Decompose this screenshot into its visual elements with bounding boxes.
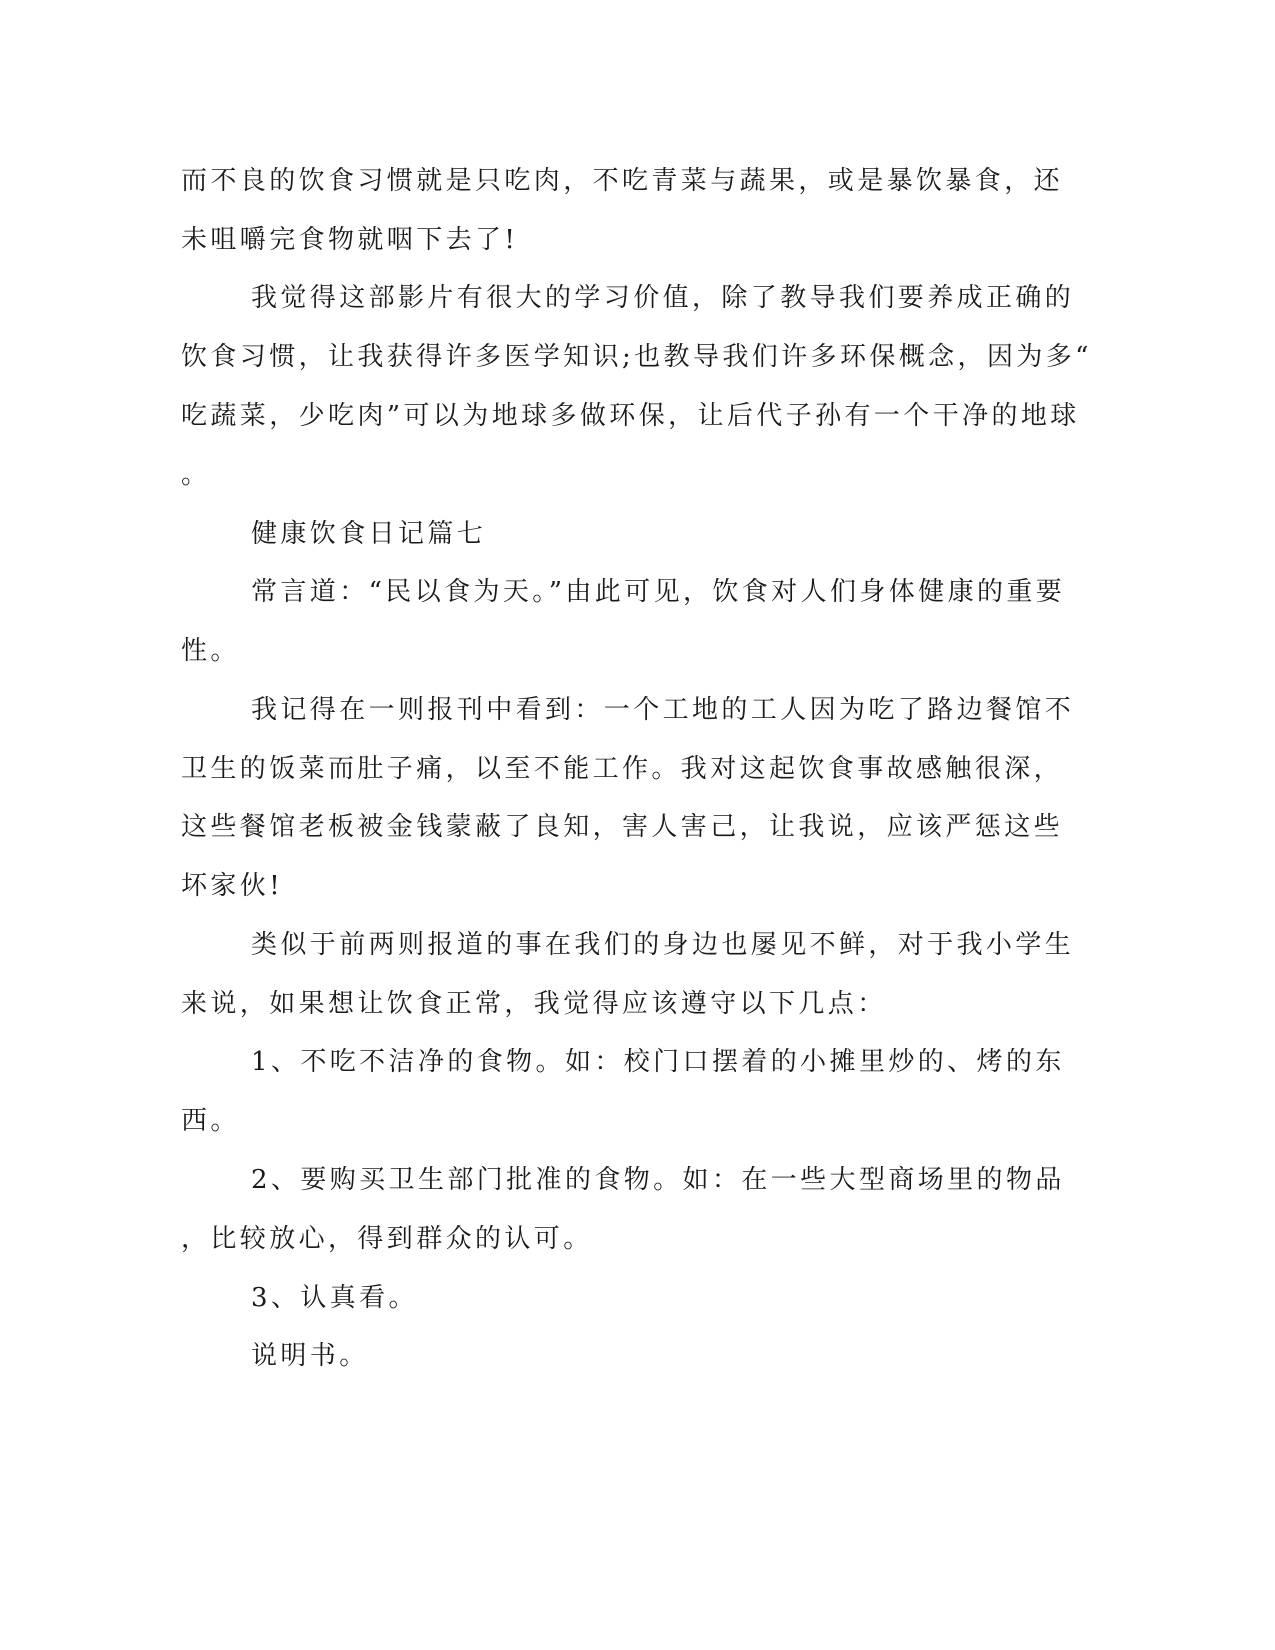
section-heading: 健康饮食日记篇七 — [251, 519, 487, 549]
list-item: 2、要购买卫生部门批准的食物。如：在一些大型商场里的物品 — [251, 1165, 1065, 1195]
text-line: 而不良的饮食习惯就是只吃肉，不吃青菜与蔬果，或是暴饮暴食，还 — [181, 166, 1064, 196]
text-line: 我觉得这部影片有很大的学习价值，除了教导我们要养成正确的 — [251, 283, 1075, 313]
text-line: 这些餐馆老板被金钱蒙蔽了良知，害人害己，让我说，应该严惩这些 — [181, 812, 1064, 842]
text-line: ，比较放心，得到群众的认可。 — [181, 1224, 593, 1254]
text-line: 坏家伙! — [181, 871, 284, 901]
text-line: 西。 — [181, 1106, 240, 1136]
text-line: 。 — [181, 460, 211, 490]
text-line: 常言道：“民以食为天。”由此可见，饮食对人们身体健康的重要 — [251, 577, 1066, 607]
text-line: 卫生的饭菜而肚子痛，以至不能工作。我对这起饮食事故感触很深， — [181, 754, 1064, 784]
text-line: 饮食习惯，让我获得许多医学知识;也教导我们许多环保概念，因为多“ — [181, 342, 1092, 372]
text-line: 说明书。 — [251, 1341, 369, 1371]
list-item: 3、认真看。 — [251, 1283, 418, 1313]
text-line: 性。 — [181, 636, 240, 666]
list-item: 1、不吃不洁净的食物。如：校门口摆着的小摊里炒的、烤的东 — [251, 1047, 1065, 1077]
text-line: 类似于前两则报道的事在我们的身边也屡见不鲜，对于我小学生 — [251, 930, 1075, 960]
text-line: 来说，如果想让饮食正常，我觉得应该遵守以下几点： — [181, 989, 887, 1019]
text-line: 未咀嚼完食物就咽下去了! — [181, 225, 519, 255]
text-line: 我记得在一则报刊中看到：一个工地的工人因为吃了路边餐馆不 — [251, 695, 1075, 725]
text-line: 吃蔬菜，少吃肉”可以为地球多做环保，让后代子孙有一个干净的地球 — [181, 401, 1080, 431]
